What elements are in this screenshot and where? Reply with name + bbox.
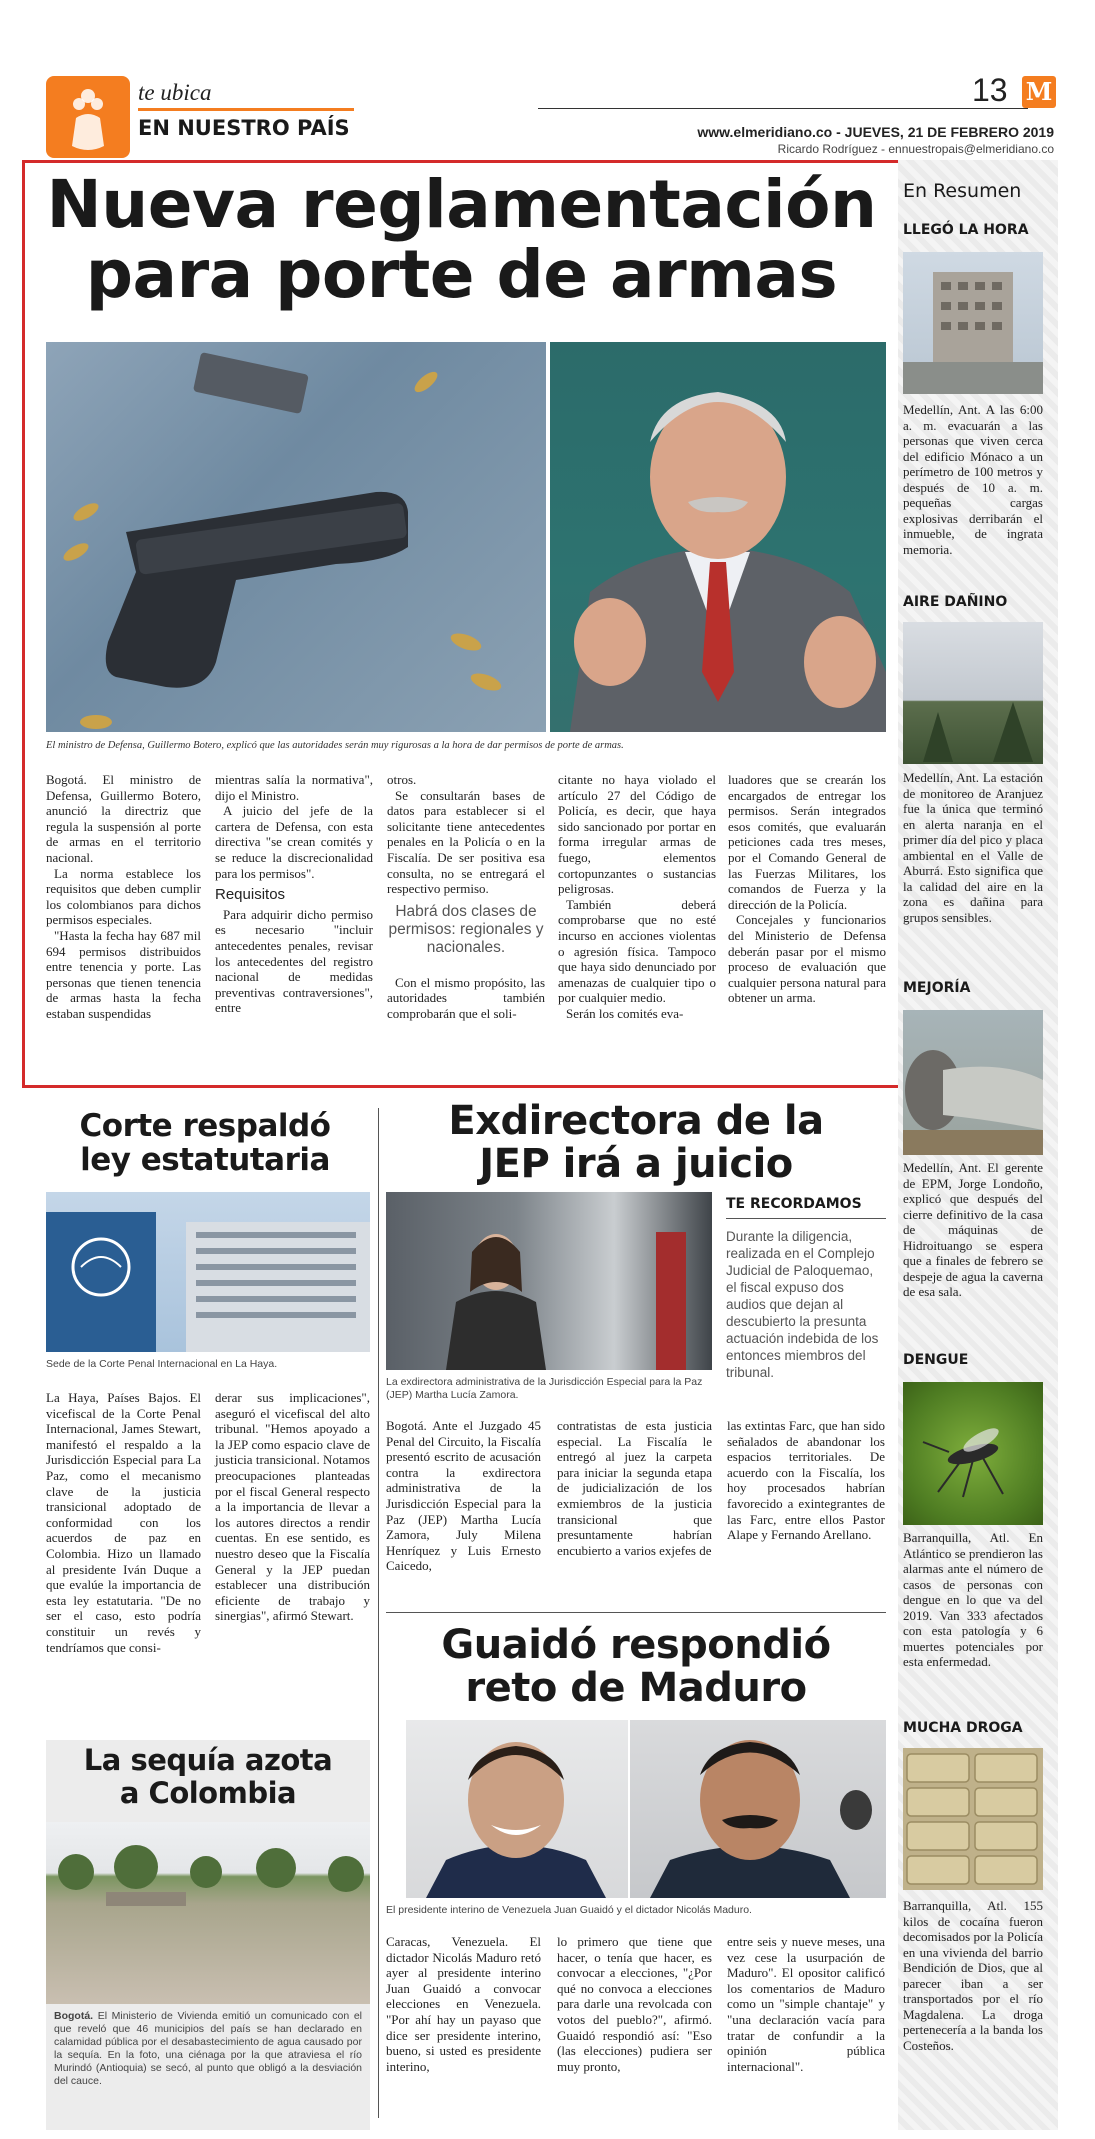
recordamos-title: TE RECORDAMOS [726, 1196, 862, 1212]
byline: Ricardo Rodríguez - ennuestropais@elmeridiano.co [777, 142, 1054, 156]
zamora-figure [386, 1192, 712, 1370]
sidebar-text-3: Medellín, Ant. El gerente de EPM, Jorge Londoño, explicó que después del cierre definitivo de la casa de máquinas de Hidroituango se espera que a finales de febrero se despeje de agua la caverna de esa sala. [903, 1160, 1043, 1299]
trees-icon [903, 622, 1043, 764]
drought-photo [46, 1822, 370, 2004]
corte-headline-line2: ley estatutaria [80, 1142, 330, 1178]
header-rule [538, 108, 1028, 109]
corte-col-1: La Haya, Países Bajos. El vicefiscal de la Corte Penal Internacional, James Stewart, manifestó el respaldo a la Jurisdicción Especial para La Paz, como el mecanismo clave de la justicia transicional adoptado de conformidad con los acuerdos de paz en Colombia. Hizo un llamado al presidente Iván Duque a que evalúe la importancia de esta ley estatutaria. "De no ser el caso, esto podría constituir un revés y tendríamos que consi- [46, 1390, 201, 1655]
requisitos-subhead: Requisitos [215, 886, 286, 904]
main-col1-p3: "Hasta la fecha hay 687 mil 694 permisos distribuidos entre tenencia y porte. Las personas que tienen tenencia de armas hasta la fecha estaban suspendidas [46, 927, 201, 1021]
main-col4-p3: Serán los comités eva- [566, 1005, 684, 1021]
guaido-headline-line1: Guaidó respondió [441, 1622, 831, 1668]
pull-quote: Habrá dos clases de permisos: regionales y nacionales. [388, 902, 544, 956]
jep-headline-line1: Exdirectora de la [448, 1098, 824, 1144]
gun-photo [46, 342, 546, 732]
section-tagline: te ubica [138, 80, 212, 105]
sequia-headline-line1: La sequía azota [83, 1743, 333, 1777]
building-photo [903, 252, 1043, 394]
brand-logo [1022, 76, 1056, 108]
sequia-caption-place: Bogotá. [54, 2010, 94, 2022]
corte-headline-line1: Corte respaldó [79, 1108, 331, 1144]
pistol-icon [46, 342, 546, 732]
guaido-col-2: lo primero que tiene que hacer, o tenía que hacer, es convocar a elecciones, "¿Por qué no convoca a elecciones para darle una revolcada con votos del pueblo?", afirmó. Guaidó respondió así: "Eso (las elecciones) pudiera ser muy pronto, [557, 1934, 712, 2074]
guaido-rule [386, 1612, 886, 1613]
drugs-photo [903, 1748, 1043, 1890]
recordamos-rule [726, 1218, 886, 1219]
main-col5-p2: Concejales y funcionarios del Ministerio de Defensa deberán pasar por el mismo proceso de evaluación que cualquier persona natural para obtener un arma. [728, 912, 886, 1006]
sidebar-label-2: AIRE DAÑINO [903, 594, 1008, 610]
main-col2-p1: mientras salía la normativa", dijo el Ministro. [215, 772, 373, 803]
main-headline-line1: Nueva reglamentación [46, 166, 877, 243]
minister-figure [550, 342, 886, 732]
dry-riverbed-icon [46, 1822, 370, 2004]
guaido-figure [406, 1720, 628, 1898]
mosquito-photo [903, 1382, 1043, 1525]
main-col1-p2: La norma establece los requisitos que deben cumplir los colombianos para dichos permisos especiales. [46, 865, 201, 928]
maduro-photo [630, 1720, 886, 1898]
dateline: www.elmeridiano.co - JUEVES, 21 DE FEBRERO 2019 [697, 124, 1054, 140]
corte-col-2: derar sus implicaciones", aseguró el vicefiscal del alto tribunal. "Hemos apoyado a la JEP como espacio clave de justicia transicional. Notamos preocupaciones planteadas por el fiscal General respecto a la importancia de llevar a los autores directos a rendir cuentas. En ese sentido, es nuestro deseo que la Fiscalía General y la JEP puedan establecer una distribución eficiente de trabajo y sinergias", afirmó Stewart. [215, 1390, 370, 1624]
pipe-icon [903, 1010, 1043, 1155]
sidebar-text-1: Medellín, Ant. A las 6:00 a. m. evacuarán a las personas que viven cerca del edificio Mónaco a un perímetro de 100 metros y después de 10 a. m. pequeñas cargas explosivas derribarán el inmueble, de ingrata memoria. [903, 402, 1043, 557]
brand-letter: M [1025, 77, 1053, 106]
maduro-figure [630, 1720, 886, 1898]
building-icon [903, 252, 1043, 394]
page-number: 13 [972, 72, 1008, 108]
jep-col-2: contratistas de esta justicia especial. La Fiscalía le entregó al juez la carpeta para iniciar la segunda etapa de judicialización de los exmiembros de la justicia transicional que presuntamente habrían encubierto a varios exjefes de [557, 1418, 712, 1558]
main-col3-p2: Se consultarán bases de datos para establecer si el solicitante tiene antecedentes penales en la Policía o en la Fiscalía. De ser positiva esa consulta, no se entregará el respectivo permiso. [387, 787, 545, 897]
main-col-1 [46, 772, 201, 1022]
jep-col-3: las extintas Farc, que han sido señalados de abandonar los espacios territoriales. De acuerdo con la Fiscalía, los hoy procesados habrían favorecido a exintegrantes de las Farc, entre ellos Pastor Alape y Fernando Arellano. [727, 1418, 885, 1543]
guaido-col-3: entre seis y nueve meses, una vez cese la usurpación de Maduro". El opositor calificó los comentarios de Maduro como un "simple chantaje" y "una declaración vacía para tratar de confundir a la opinión pública internacional". [727, 1934, 885, 2074]
sequia-caption [54, 2010, 362, 2088]
main-col-3 [387, 772, 545, 1022]
column-divider [378, 1108, 379, 2118]
icc-photo [46, 1192, 370, 1352]
guaido-headline-line2: reto de Maduro [465, 1665, 807, 1711]
sidebar-text-5: Barranquilla, Atl. 155 kilos de cocaína fueron decomisados por la Policía en una vivienda del barrio Bendición de Dios, que al parecer iban a ser transportados por el río Magdalena. La droga pertenecería a la banda los Costeños. [903, 1898, 1043, 2053]
section-underline [138, 108, 354, 111]
sidebar-text-2: Medellín, Ant. La estación de monitoreo de Aranjuez fue la única que terminó en alerta naranja en el primer día del pico y placa ambiental en el Valle de Aburrá. Esto significa que la calidad del aire en la zona es dañina para grupos sensibles. [903, 770, 1043, 925]
main-col3-p1: otros. [387, 772, 417, 787]
main-caption: El ministro de Defensa, Guillermo Botero, explicó que las autoridades serán muy rigurosas a la hora de dar permisos de porte de armas. [46, 740, 624, 751]
jep-caption: La exdirectora administrativa de la Jurisdicción Especial para la Paz (JEP) Martha Lucía Zamora. [386, 1376, 703, 1401]
main-col2-p3: Para adquirir dicho permiso es necesario "incluir antecedentes penales, revisar los antecedentes del registro nacional de medidas preventivas contraversiones", entre [215, 906, 373, 1016]
guaido-caption: El presidente interino de Venezuela Juan Guaidó y el dictador Nicolás Maduro. [386, 1904, 752, 1916]
section-title: EN NUESTRO PAÍS [138, 116, 350, 140]
sidebar-label-5: MUCHA DROGA [903, 1720, 1023, 1736]
sidebar-title: En Resumen [903, 180, 1022, 202]
main-col-5 [728, 772, 886, 1006]
zamora-photo [386, 1192, 712, 1370]
valley-photo [903, 622, 1043, 764]
recordamos-text: Durante la diligencia, realizada en el Complejo Judicial de Paloquemao, el fiscal expuso dos audios que dejan al descubierto la presunta actuación indebida de los entonces miembros del tribunal. [726, 1229, 879, 1380]
sidebar-label-4: DENGUE [903, 1352, 969, 1368]
figure-icon [46, 76, 130, 158]
guaido-photo [406, 1720, 628, 1898]
sequia-caption-text: El Ministerio de Vivienda emitió un comunicado con el que reveló que 46 municipios del país se han declarado en calamidad pública por el desabastecimiento de agua causado por la sequía. En la foto, una ciénaga por la que atraviesa el río Murindó (Antioquia) se secó, al punto que obligó a la desviación del cauce. [54, 2010, 362, 2087]
main-col3-p3: Con el mismo propósito, las autoridades también comprobarán que el soli- [387, 974, 545, 1021]
icc-building-icon [46, 1192, 370, 1352]
main-headline-line2: para porte de armas [85, 236, 838, 313]
main-col5-p1: luadores que se crearán los encargados de entregar los permisos. Serán integrados esos comités, que evaluarán peticiones cada tres meses, por el Comando General de las Fuerzas Militares, los comandos de Fuerza y la dirección de la Policía. [728, 772, 886, 912]
corte-caption: Sede de la Corte Penal Internacional en La Haya. [46, 1358, 278, 1370]
section-logo [46, 76, 130, 158]
main-col1-p1: Bogotá. El ministro de Defensa, Guillermo Botero, anunció la directriz que regula la suspensión al porte de armas en el territorio nacional. [46, 772, 201, 865]
sidebar-text-4: Barranquilla, Atl. En Atlántico se prendieron las alarmas ante el número de casos de personas con dengue en lo que va del 2019. Van 333 afectados con esta patología y 6 muertes potenciales por esta enfermedad. [903, 1530, 1043, 1669]
packages-icon [903, 1748, 1043, 1890]
mosquito-icon [903, 1382, 1043, 1525]
jep-headline-line2: JEP irá a juicio [479, 1141, 793, 1187]
minister-photo [550, 342, 886, 732]
main-col4-p1: citante no haya violado el artículo 27 del Código de Policía, es decir, que haya sido sancionado por portar en forma irregular armas de fuego, elementos cortopunzantes o sustancias peligrosas. [558, 772, 716, 897]
sidebar-label-3: MEJORÍA [903, 980, 971, 996]
main-col2-p2: A juicio del jefe de la cartera de Defensa, con esta directiva "se crean comités y se reduce la discrecionalidad para los permisos". [215, 803, 373, 881]
jep-col-1: Bogotá. Ante el Juzgado 45 Penal del Circuito, la Fiscalía presentó escrito de acusación contra la exdirectora administrativa de la Jurisdicción Especial para la Paz (JEP) Martha Lucía Zamora, July Milena Henríquez y Luis Ernesto Caicedo, [386, 1418, 541, 1574]
main-col-4 [558, 772, 716, 1022]
sidebar-label-1: LLEGÓ LA HORA [903, 222, 1029, 238]
dam-photo [903, 1010, 1043, 1155]
main-col4-p2: También deberá comprobarse que no esté incurso en acciones violentas o agresión física. Tampoco que haya sido denunciado por amenazas de cualquier tipo o por cualquier medio. [558, 896, 716, 1006]
guaido-col-1: Caracas, Venezuela. El dictador Nicolás Maduro retó ayer al presidente interino Juan Guaidó a convocar elecciones en Venezuela. "Por ahí hay un payaso que dice ser presidente interino, bueno, si usted es presidente interino, [386, 1934, 541, 2074]
sequia-headline-line2: a Colombia [119, 1776, 297, 1810]
main-col-2 [215, 772, 373, 1016]
